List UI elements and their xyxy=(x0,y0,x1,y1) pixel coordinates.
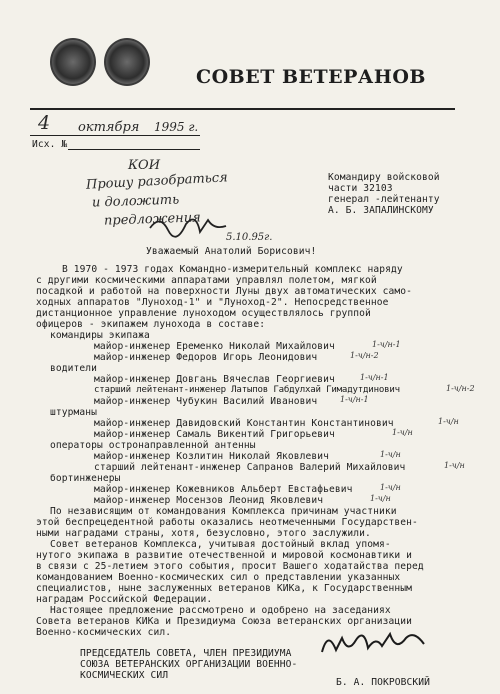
crew-mark: 1-ч/н-1 xyxy=(340,395,369,404)
russia-emblem xyxy=(104,38,150,86)
p3-line: нутого экипажа в развитие отечественной и мировой космонавтики и xyxy=(36,550,413,561)
resolution-date: 5.10.95г. xyxy=(226,232,273,243)
crew-mark: 1-ч/н xyxy=(444,461,465,470)
p1-line: ходных аппаратов "Луноход-1" и "Луноход-2". Непосредственное xyxy=(36,297,389,308)
addressee-line-1: Командиру войсковой xyxy=(328,172,440,183)
p1-line: дистанционное управление луноходом осуществлялось группой xyxy=(36,308,371,319)
org-title: СОВЕТ ВЕТЕРАНОВ xyxy=(196,66,426,88)
crew-role: командиры экипажа xyxy=(50,330,150,341)
crew-member: майор-инженер Чубукин Василий Иванович xyxy=(94,396,318,407)
p2-line: По независящим от командования Комплекса причинам участники xyxy=(50,506,397,517)
crew-member: старший лейтенант-инженер Сапранов Валерий Михайлович xyxy=(94,462,406,473)
crew-role: штурманы xyxy=(50,407,98,418)
p1-line: посадкой и работой на поверхности Луны двух автоматических само- xyxy=(36,286,413,297)
resolution-signature xyxy=(148,210,228,240)
outgoing-number-label: Исх. № xyxy=(32,139,68,150)
signature-title-1: ПРЕДСЕДАТЕЛЬ СОВЕТА, ЧЛЕН ПРЕЗИДИУМА xyxy=(80,648,292,659)
crew-member: майор-инженер Мосензов Леонид Яковлевич xyxy=(94,495,324,506)
crew-mark: 1-ч/н xyxy=(370,494,391,503)
signatory-name: Б. А. ПОКРОВСКИЙ xyxy=(336,677,431,688)
crew-mark: 1-ч/н xyxy=(380,450,401,459)
crew-member: майор-инженер Федоров Игорь Леонидович xyxy=(94,352,318,363)
p3-line: специалистов, ныне заслуженных ветеранов КИКа, к Государственным xyxy=(36,583,413,594)
addressee-line-4: А. Б. ЗАПАЛИНСКОМУ xyxy=(328,205,434,216)
p3-line: в связи с 25-летием этого события, просит Вашего ходатайства перед xyxy=(36,561,424,572)
p1-line: В 1970 - 1973 годах Командно-измерительный комплекс наряду xyxy=(62,264,403,275)
crew-mark: 1-ч/н xyxy=(380,483,401,492)
p2-line: ными наградами страны, хотя, безусловно, этого заслужили. xyxy=(36,528,371,539)
crew-member: майор-инженер Довгань Вячеслав Георгиевич xyxy=(94,374,335,385)
p4-line: Военно-космических сил. xyxy=(36,627,172,638)
resolution-line-3: и доложить xyxy=(91,192,180,211)
p3-line: Совет ветеранов Комплекса, учитывая достойный вклад упомя- xyxy=(50,539,391,550)
resolution-line-2: Прошу разобраться xyxy=(85,170,229,193)
p1-line: офицеров - экипажем лунохода в составе: xyxy=(36,319,266,330)
p4-line: Совета ветеранов КИКа и Президиума Союза ветеранских организации xyxy=(36,616,413,627)
addressee-line-3: генерал -лейтенанту xyxy=(328,194,440,205)
signature-title-3: КОСМИЧЕСКИХ СИЛ xyxy=(80,670,169,681)
signature-title-2: СОЮЗА ВЕТЕРАНСКИХ ОРГАНИЗАЦИИ ВОЕННО- xyxy=(80,659,298,670)
crew-member: майор-инженер Самаль Викентий Григорьевич xyxy=(94,429,335,440)
crew-member: майор-инженер Кожевников Альберт Евстафьевич xyxy=(94,484,353,495)
header-rule xyxy=(30,108,455,110)
date-month: октября xyxy=(78,120,140,135)
crew-mark: 1-ч/н xyxy=(392,428,413,437)
date-year: 1995 г. xyxy=(154,120,199,134)
crew-member: майор-инженер Козлитин Николай Яковлевич xyxy=(94,451,330,462)
salutation: Уважаемый Анатолий Борисович! xyxy=(146,246,317,257)
ussr-emblem xyxy=(50,38,96,86)
resolution-line-4: предложения xyxy=(103,210,201,229)
p2-line: этой беспрецедентной работы оказались неотмеченными Государствен- xyxy=(36,517,418,528)
crew-role: водители xyxy=(50,363,98,374)
crew-mark: 1-ч/н-1 xyxy=(360,373,389,382)
crew-member: старший лейтенант-инженер Латыпов Габдулхай Гимадутдинович xyxy=(94,385,400,395)
crew-mark: 1-ч/н-1 xyxy=(372,340,401,349)
crew-role: операторы остронаправленной антенны xyxy=(50,440,256,451)
crew-mark: 1-ч/н-2 xyxy=(446,384,475,393)
crew-role: бортинженеры xyxy=(50,473,121,484)
crew-mark: 1-ч/н xyxy=(438,417,459,426)
p3-line: командованием Военно-космических сил о представлении указанных xyxy=(36,572,401,583)
p4-line: Настоящее предложение рассмотрено и одобрено на заседаниях xyxy=(50,605,391,616)
crew-mark: 1-ч/н-2 xyxy=(350,351,379,360)
date-day: 4 xyxy=(38,112,51,134)
number-underline xyxy=(68,149,200,150)
handwritten-signature xyxy=(318,626,428,660)
date-underline xyxy=(30,135,200,136)
p1-line: с другими космическими аппаратами управлял полетом, мягкой xyxy=(36,275,377,286)
crew-member: майор-инженер Давидовский Константин Константинович xyxy=(94,418,394,429)
resolution-line-1: КОИ xyxy=(128,158,161,173)
p3-line: наградам Российской Федерации. xyxy=(36,594,213,605)
crew-member: майор-инженер Еременко Николай Михайлович xyxy=(94,341,335,352)
addressee-line-2: части 32103 xyxy=(328,183,393,194)
